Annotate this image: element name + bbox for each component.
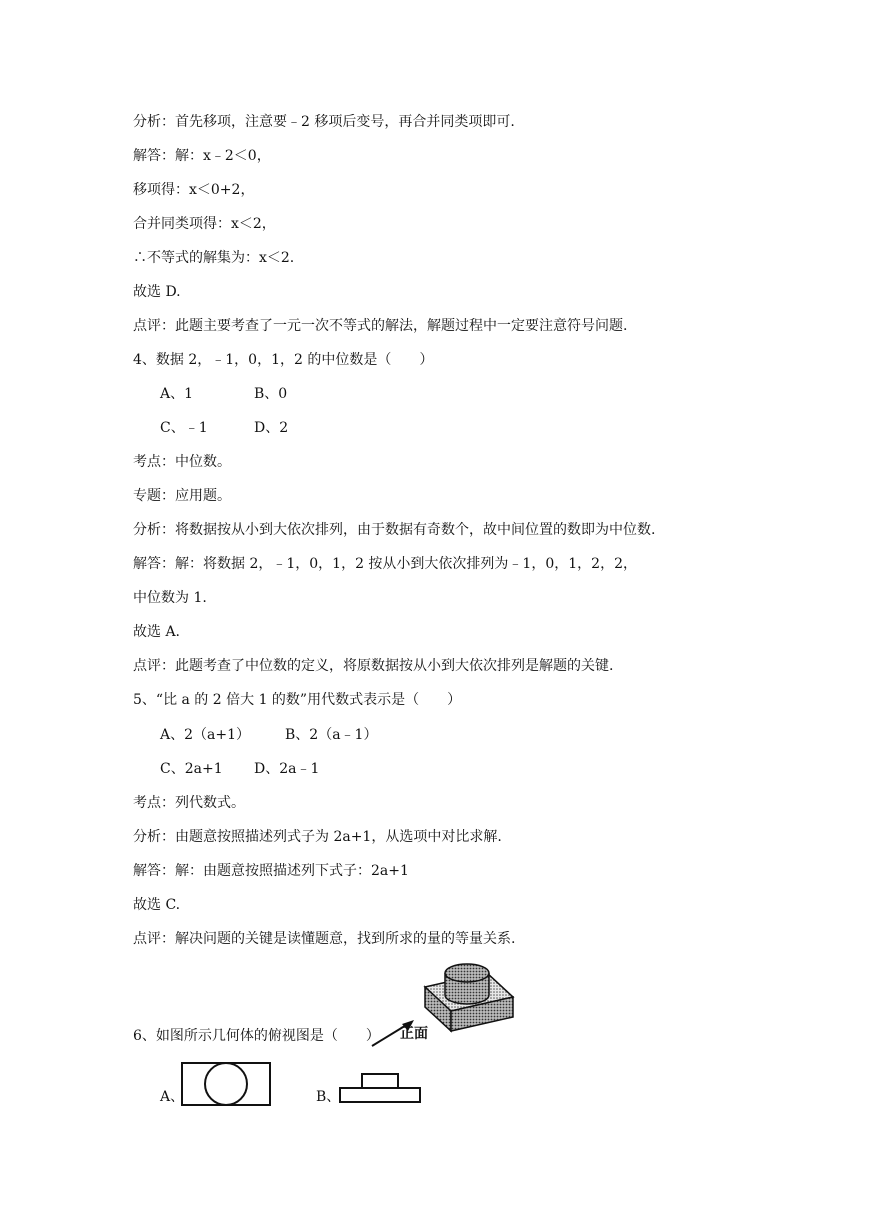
q4-choice: 故选 A. — [133, 624, 181, 640]
q4-answer: 解答：解：将数据 2，﹣1，0，1，2 按从小到大依次排列为﹣1，0，1，2，2， — [133, 556, 637, 572]
q5-option-c: C、2a+1 — [160, 761, 223, 777]
q5-choice: 故选 C. — [133, 897, 181, 913]
q3-solution-set: ∴不等式的解集为：x＜2. — [133, 250, 295, 266]
q4-analysis: 分析：将数据按从小到大依次排列，由于数据有奇数个，故中间位置的数即为中位数. — [133, 522, 656, 538]
q4-zhuanti: 专题：应用题。 — [133, 488, 231, 504]
q3-choice: 故选 D. — [133, 284, 181, 300]
q6-question: 6、如图所示几何体的俯视图是（ ） — [133, 1028, 380, 1044]
q3-step-combine: 合并同类项得：x＜2， — [133, 216, 276, 232]
stepped-rectangle-figure — [338, 1072, 424, 1106]
q4-comment: 点评：此题考查了中位数的定义，将原数据按从小到大依次排列是解题的关键. — [133, 658, 614, 674]
q3-analysis: 分析：首先移项，注意要﹣2 移项后变号，再合并同类项即可. — [133, 114, 515, 130]
q4-option-a: A、1 — [160, 386, 194, 402]
q3-answer: 解答：解：x﹣2＜0， — [133, 148, 271, 164]
q4-median: 中位数为 1. — [133, 590, 207, 606]
q5-answer: 解答：解：由题意按照描述列下式子：2a+1 — [133, 863, 409, 879]
q5-comment: 点评：解决问题的关键是读懂题意，找到所求的量的等量关系. — [133, 931, 516, 947]
q4-question: 4、数据 2，﹣1，0，1，2 的中位数是（ ） — [133, 352, 434, 368]
q3-comment: 点评：此题主要考查了一元一次不等式的解法，解题过程中一定要注意符号问题. — [133, 318, 628, 334]
q4-option-d: D、2 — [254, 420, 289, 436]
rectangle-with-circle-figure — [181, 1062, 273, 1108]
q5-option-d: D、2a﹣1 — [254, 761, 320, 777]
q5-kaodian: 考点：列代数式。 — [133, 795, 245, 811]
q4-kaodian: 考点：中位数。 — [133, 454, 231, 470]
q4-option-c: C、﹣1 — [160, 420, 208, 436]
q6-option-a: A、 — [160, 1089, 185, 1105]
front-label: 正面 — [400, 1026, 428, 1042]
q4-option-b: B、0 — [254, 386, 288, 402]
q5-option-a: A、2（a+1） — [160, 727, 251, 743]
solid-figure-image — [415, 955, 535, 1045]
q5-option-b: B、2（a﹣1） — [285, 727, 378, 743]
q6-option-b: B、 — [316, 1089, 341, 1105]
q5-question: 5、“比 a 的 2 倍大 1 的数”用代数式表示是（ ） — [133, 692, 462, 708]
q5-analysis: 分析：由题意按照描述列式子为 2a+1，从选项中对比求解. — [133, 829, 502, 845]
q3-step-move: 移项得：x＜0+2， — [133, 182, 255, 198]
